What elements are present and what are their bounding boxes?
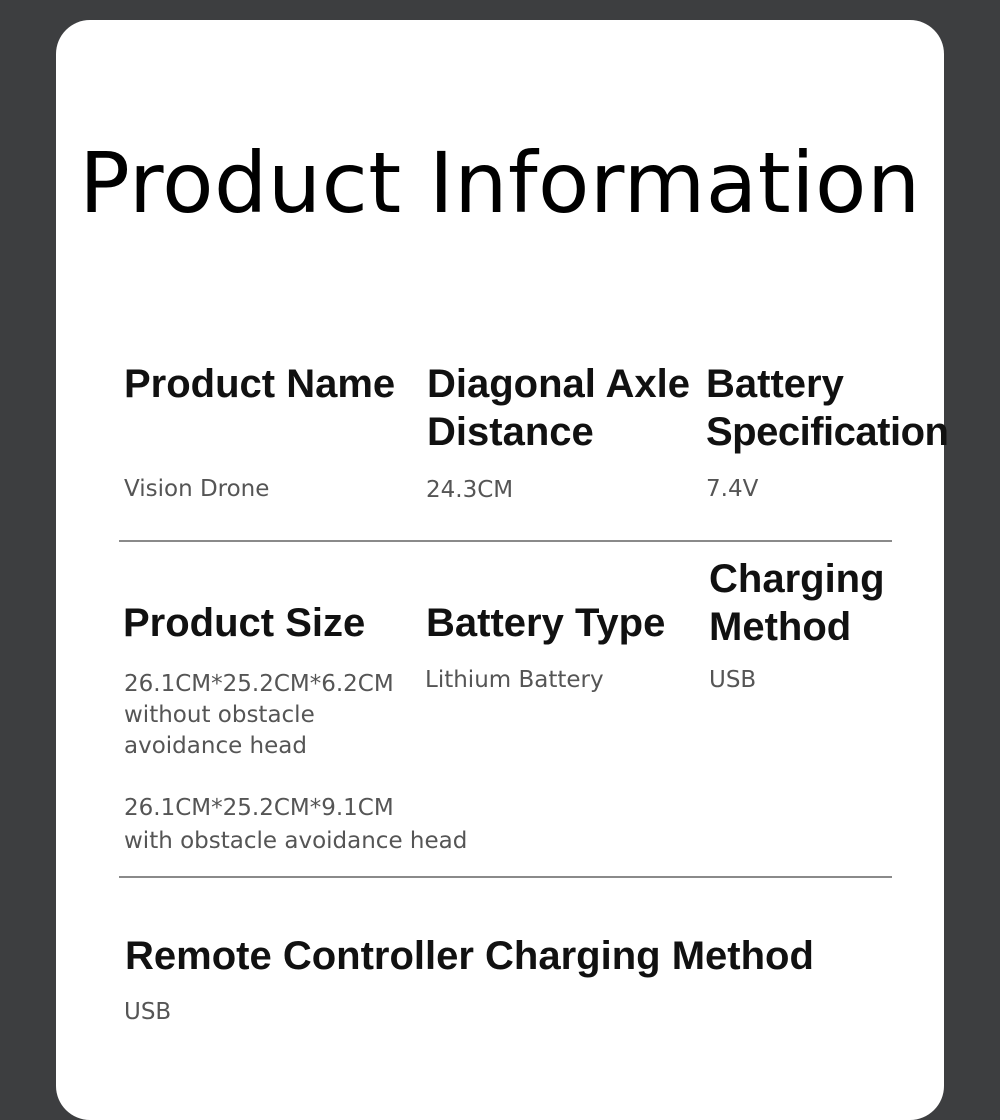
product-size-value-a-line1: 26.1CM*25.2CM*6.2CM [124,671,394,697]
product-size-label: Product Size [123,601,366,645]
charging-method-label-line2: Method [709,605,852,649]
diagonal-axle-distance-label-line2: Distance [427,410,594,454]
remote-controller-charging-method-label: Remote Controller Charging Method [125,934,814,978]
product-size-value-b-line2: with obstacle avoidance head [124,828,468,854]
product-size-value-a-line2: without obstacle [124,702,315,728]
charging-method-label-line1: Charging [709,557,885,601]
row-divider-1 [119,540,892,542]
charging-method-value: USB [709,667,757,693]
battery-type-value: Lithium Battery [425,667,604,693]
product-name-value: Vision Drone [124,476,270,502]
battery-specification-value: 7.4V [706,476,759,502]
row-divider-2 [119,876,892,878]
battery-type-label: Battery Type [426,601,666,645]
product-size-value-a-line3: avoidance head [124,733,307,759]
battery-specification-label-line1: Battery [706,362,844,406]
product-size-value-b-line1: 26.1CM*25.2CM*9.1CM [124,795,394,821]
page-title: Product Information [79,134,921,232]
diagonal-axle-distance-label-line1: Diagonal Axle [427,362,691,406]
battery-specification-label-line2: Specification [706,410,949,454]
product-name-label: Product Name [124,362,396,406]
diagonal-axle-distance-value: 24.3CM [426,477,514,503]
remote-controller-charging-method-value: USB [124,999,172,1025]
